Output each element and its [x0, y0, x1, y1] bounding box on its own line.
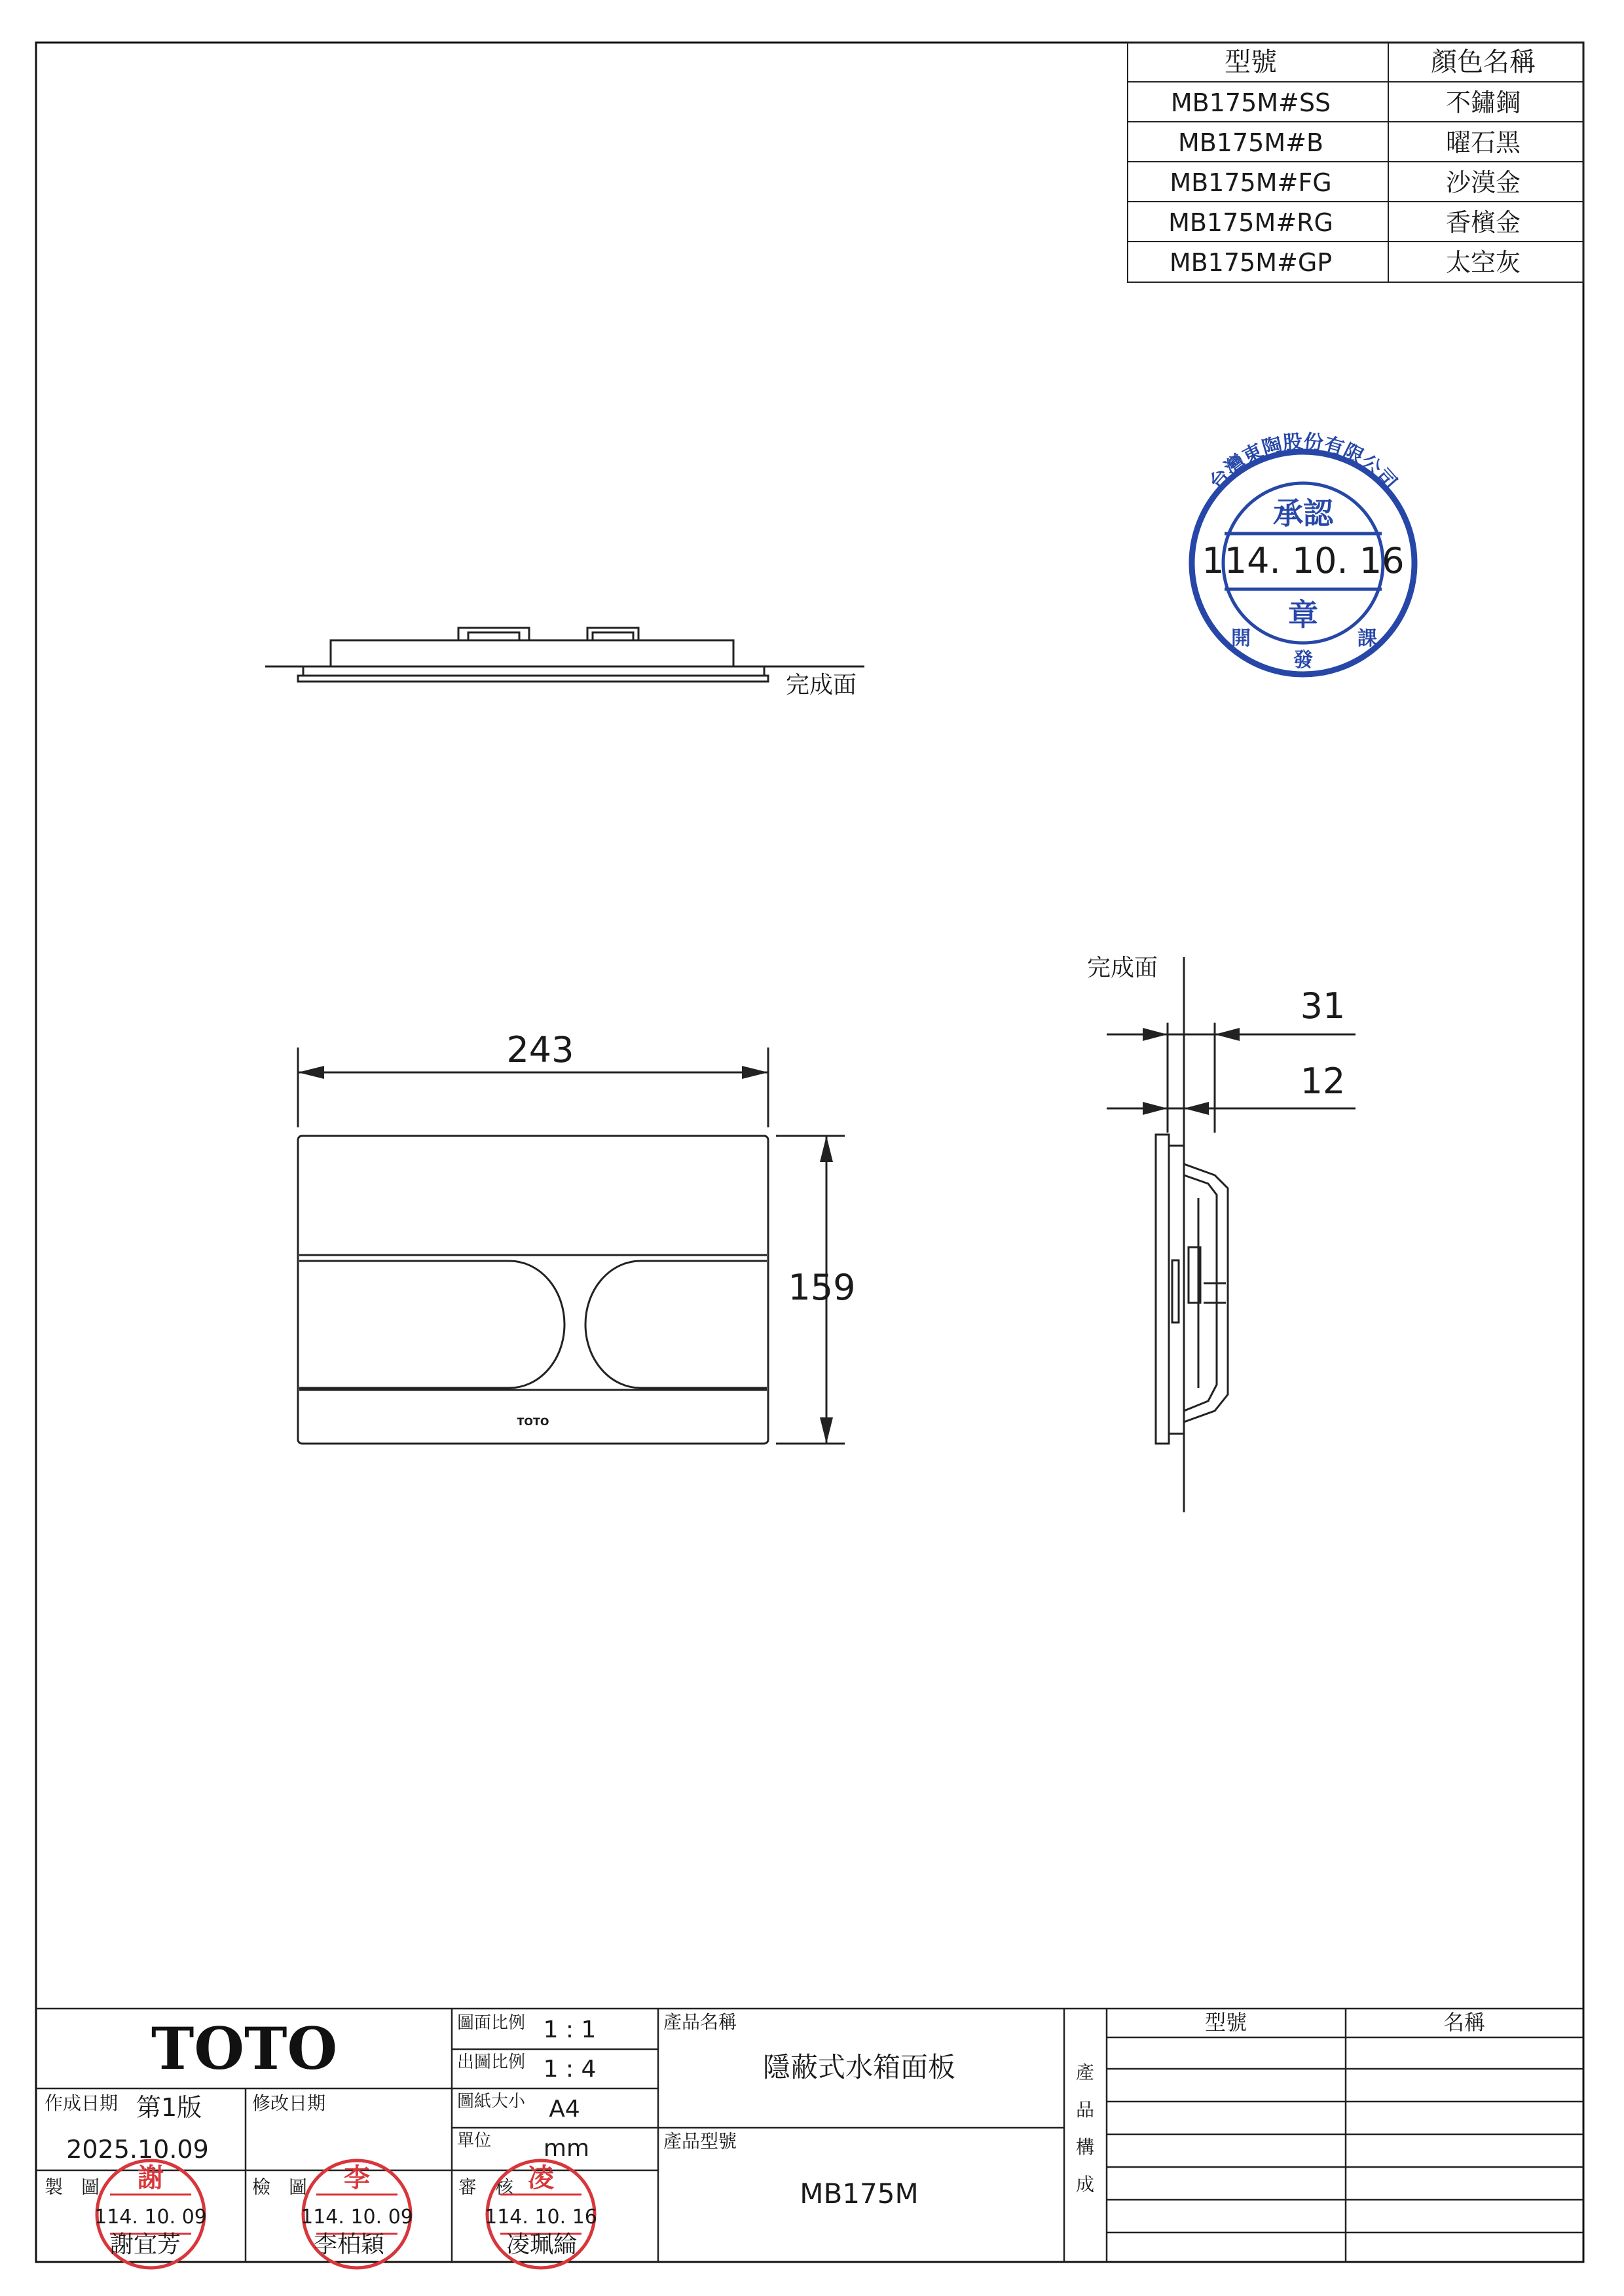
- finish-face-label: 完成面: [1087, 955, 1158, 981]
- color-table-row-color: 太空灰: [1445, 248, 1521, 277]
- checked-label: 檢 圖: [252, 2176, 308, 2198]
- created-date-label: 作成日期: [45, 2092, 119, 2114]
- approval-stamp-company: 台灣東陶股份有限公司: [1205, 430, 1401, 495]
- approval-stamp-seal: 章: [1288, 597, 1318, 632]
- top-view: [265, 628, 864, 682]
- color-table-row-model: MB175M#RG: [1168, 208, 1333, 237]
- color-table-row-color: 不鏽鋼: [1445, 88, 1521, 117]
- brand-logo: TOTO: [151, 2014, 338, 2083]
- drawn-by: 謝宜芳: [109, 2231, 181, 2258]
- print-scale-value: 1 : 4: [543, 2056, 597, 2083]
- composition-label-char: 構: [1075, 2136, 1095, 2158]
- approval-stamp-date: 114. 10. 16: [1202, 540, 1405, 581]
- color-table-row-color: 曜石黑: [1445, 128, 1521, 157]
- reviewed-by: 凌珮綸: [506, 2231, 578, 2258]
- version: 第1版: [136, 2093, 202, 2122]
- dimension-depth-panel: 12: [1300, 1061, 1346, 1102]
- drawn-stamp-date: 114. 10. 09: [94, 2206, 207, 2229]
- dimension-height: 159: [788, 1267, 856, 1308]
- product-name: 隱蔽式水箱面板: [762, 2051, 956, 2083]
- front-view: [298, 1048, 845, 1444]
- unit-value: mm: [543, 2135, 590, 2162]
- color-table-header-model: 型號: [1225, 47, 1277, 77]
- composition-label-char: 品: [1075, 2099, 1095, 2121]
- product-name-label: 產品名稱: [663, 2011, 737, 2033]
- color-table-row-model: MB175M#B: [1177, 128, 1324, 157]
- color-table-row-model: MB175M#FG: [1170, 168, 1332, 197]
- paper-size-value: A4: [549, 2096, 580, 2123]
- dimension-width: 243: [506, 1029, 574, 1070]
- unit-label: 單位: [457, 2131, 492, 2151]
- composition-label-char: 成: [1075, 2174, 1095, 2195]
- print-scale-label: 出圖比例: [457, 2052, 526, 2072]
- reviewed-stamp-surname: 凌: [528, 2162, 554, 2193]
- drawn-stamp-surname: 謝: [138, 2162, 164, 2193]
- approval-stamp-dept: 發: [1293, 649, 1313, 672]
- drawn-label: 製 圖: [45, 2176, 100, 2198]
- created-date: 2025.10.09: [66, 2135, 209, 2164]
- checked-by: 李柏穎: [313, 2231, 385, 2258]
- composition-header-name: 名稱: [1443, 2010, 1486, 2035]
- reviewed-stamp-date: 114. 10. 16: [485, 2206, 597, 2229]
- product-model-label: 產品型號: [663, 2130, 737, 2152]
- revised-date-label: 修改日期: [252, 2092, 326, 2114]
- paper-size-label: 圖紙大小: [457, 2092, 526, 2111]
- color-table: [1128, 43, 1583, 282]
- approval-stamp: [1192, 430, 1414, 674]
- approval-stamp-label: 承認: [1273, 496, 1333, 531]
- color-table-header-color: 顏色名稱: [1431, 47, 1536, 77]
- composition-header-model: 型號: [1204, 2010, 1247, 2035]
- color-table-row-model: MB175M#GP: [1169, 248, 1333, 277]
- color-table-row-model: MB175M#SS: [1170, 88, 1331, 117]
- composition-label-char: 產: [1075, 2062, 1095, 2083]
- sheet-border: [36, 43, 1583, 2262]
- color-table-row-color: 沙漠金: [1445, 168, 1521, 197]
- approval-stamp-dept: 開: [1231, 627, 1251, 650]
- scale-value: 1 : 1: [543, 2016, 597, 2043]
- side-view-arrows: [1143, 1028, 1240, 1115]
- checked-stamp-surname: 李: [344, 2162, 370, 2193]
- scale-label: 圖面比例: [457, 2013, 526, 2033]
- checked-stamp-date: 114. 10. 09: [301, 2206, 413, 2229]
- approval-stamp-dept: 課: [1357, 627, 1377, 650]
- finish-face-label: 完成面: [786, 672, 857, 699]
- panel-logo: TOTO: [517, 1415, 549, 1428]
- color-table-row-color: 香檳金: [1445, 208, 1521, 237]
- reviewed-label: 審 核: [458, 2176, 514, 2198]
- product-model: MB175M: [800, 2178, 919, 2210]
- dimension-depth-total: 31: [1300, 985, 1346, 1027]
